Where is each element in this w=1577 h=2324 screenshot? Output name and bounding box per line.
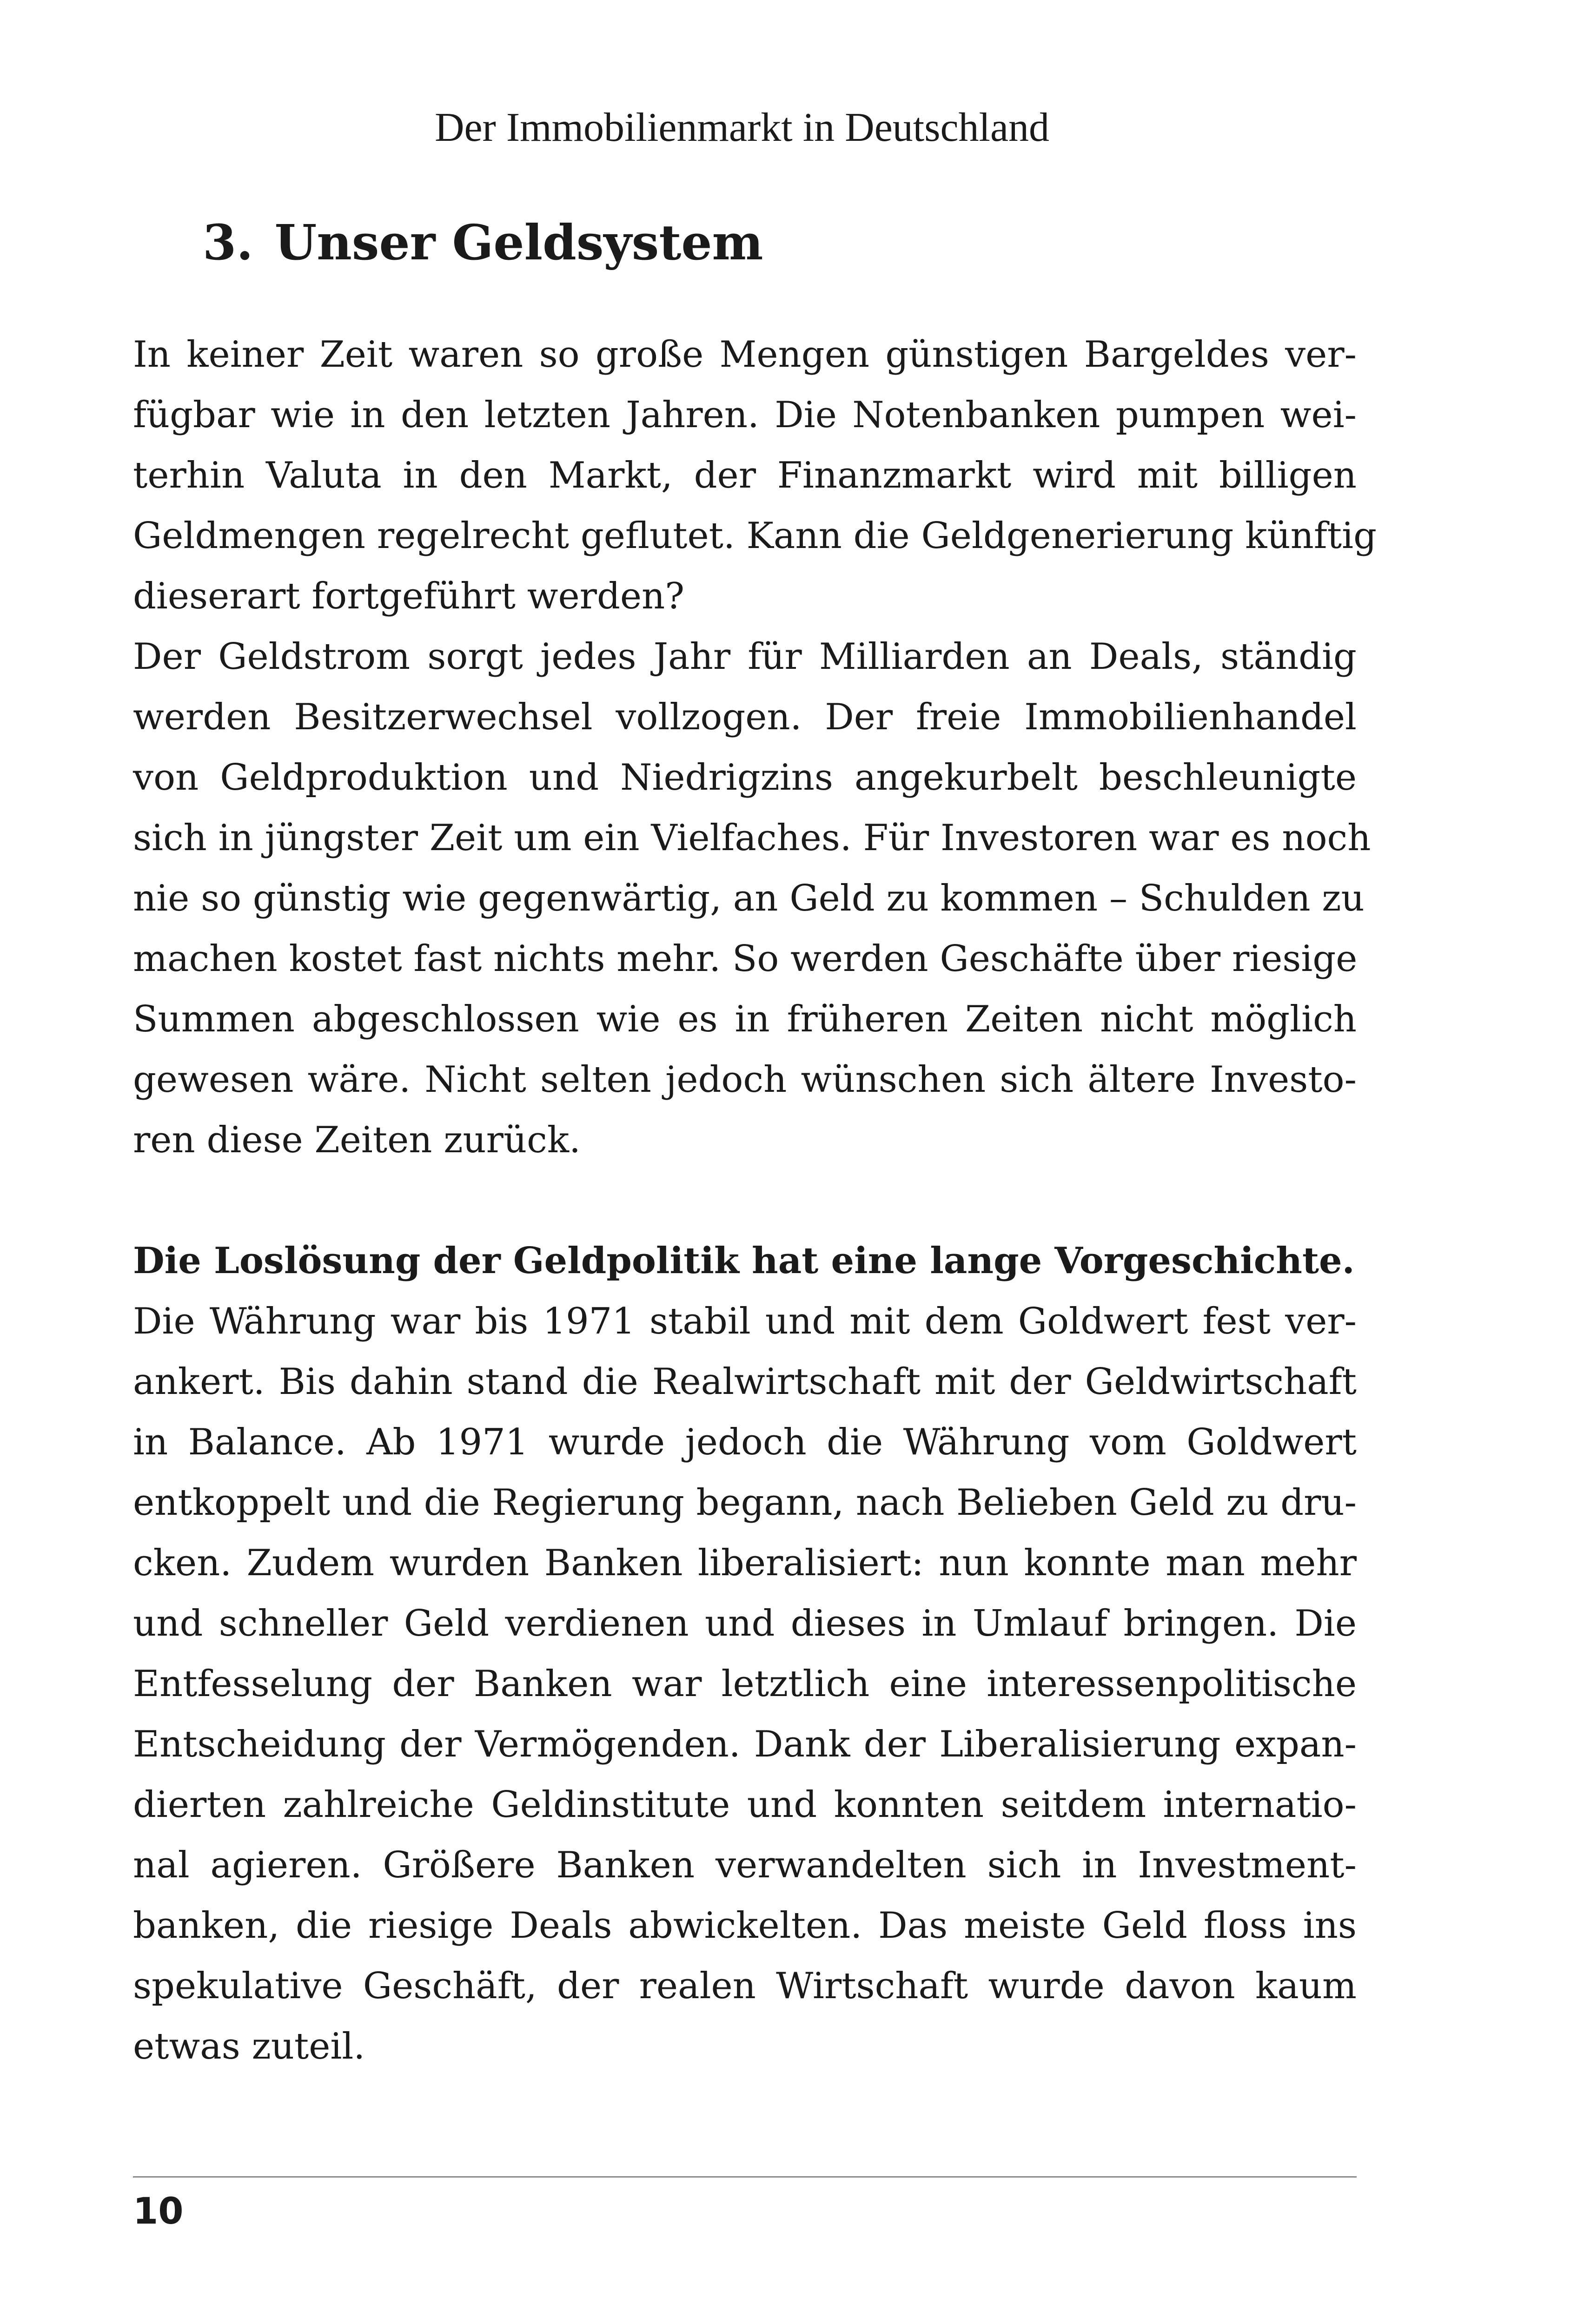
text-line: In keiner Zeit waren so große Mengen günstigen Bargeldes ver- (133, 334, 1357, 376)
paragraph-1 (133, 324, 1377, 627)
text-line: nie so günstig wie gegenwärtig, an Geld zu kommen – Schulden zu (133, 878, 1365, 919)
paragraph-3 (133, 1231, 1357, 2077)
text-line: sich in jüngster Zeit um ein Vielfaches. Für Investoren war es noch (133, 817, 1371, 859)
text-line: ren diese Zeiten zurück. (133, 1119, 581, 1161)
text-line: Die Währung war bis 1971 stabil und mit dem Goldwert fest ver- (133, 1301, 1357, 1342)
text-line: fügbar wie in den letzten Jahren. Die Notenbanken pumpen wei- (133, 394, 1357, 436)
paragraph-2 (133, 627, 1371, 1170)
text-line: cken. Zudem wurden Banken liberalisiert: nun konnte man mehr (133, 1542, 1357, 1584)
text-line: Geldmengen regelrecht geflutet. Kann die Geldgenerierung künftig (133, 515, 1377, 557)
text-line: banken, die riesige Deals abwickelten. Das meiste Geld floss ins (133, 1905, 1357, 1947)
footer-rule (133, 2176, 1357, 2178)
text-line: entkoppelt und die Regierung begann, nach Belieben Geld zu dru- (133, 1482, 1357, 1524)
text-line: spekulative Geschäft, der realen Wirtschaft wurde davon kaum (133, 1965, 1357, 2007)
text-line: ankert. Bis dahin stand die Realwirtschaft mit der Geldwirtschaft (133, 1361, 1357, 1403)
running-header: Der Immobilienmarkt in Deutschland (434, 105, 1050, 150)
text-line: Entfesselung der Banken war letztlich eine interessenpolitische (133, 1663, 1357, 1705)
text-line: in Balance. Ab 1971 wurde jedoch die Währung vom Goldwert (133, 1421, 1357, 1463)
text-line: terhin Valuta in den Markt, der Finanzmarkt wird mit billigen (133, 455, 1357, 496)
text-line: Der Geldstrom sorgt jedes Jahr für Milliarden an Deals, ständig (133, 636, 1357, 678)
text-line: nal agieren. Größere Banken verwandelten sich in Investment- (133, 1844, 1357, 1886)
text-line: werden Besitzerwechsel vollzogen. Der freie Immobilienhandel (133, 696, 1357, 738)
section-subheading: Die Loslösung der Geldpolitik hat eine lange Vorgeschichte. (133, 1240, 1355, 1282)
page-number: 10 (133, 2191, 184, 2232)
text-line: und schneller Geld verdienen und dieses in Umlauf bringen. Die (133, 1603, 1357, 1644)
text-line: dieserart fortgeführt werden? (133, 575, 685, 617)
chapter-title: Unser Geldsystem (274, 214, 763, 271)
text-line: Summen abgeschlossen wie es in früheren Zeiten nicht möglich (133, 998, 1357, 1040)
chapter-number: 3. (203, 214, 253, 271)
chapter-heading (203, 210, 763, 275)
text-line: von Geldproduktion und Niedrigzins angekurbelt beschleunigte (133, 757, 1357, 799)
text-line: etwas zuteil. (133, 2026, 365, 2067)
text-line: Entscheidung der Vermögenden. Dank der Liberalisierung expan- (133, 1723, 1357, 1765)
text-line: gewesen wäre. Nicht selten jedoch wünschen sich ältere Investo- (133, 1059, 1357, 1101)
text-line: machen kostet fast nichts mehr. So werden Geschäfte über riesige (133, 938, 1358, 980)
text-line: dierten zahlreiche Geldinstitute und konnten seitdem internatio- (133, 1784, 1357, 1826)
